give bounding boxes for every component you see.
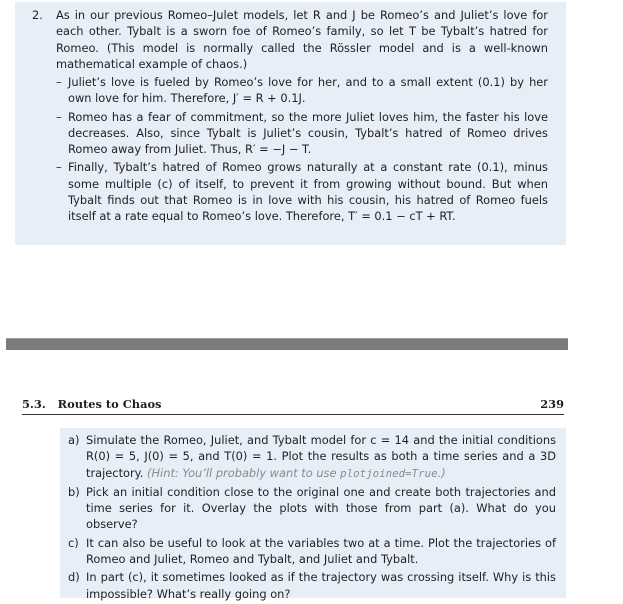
part-c bbox=[68, 535, 556, 568]
bullet-text: Juliet’s love is fueled by Romeo’s love for her, and to a small extent (0.1) by her own love for him. Therefore, J′ = R + 0.1J. bbox=[68, 75, 548, 106]
part-label: a) bbox=[68, 433, 80, 447]
exercise-intro: As in our previous Romeo–Julet models, let R and J be Romeo’s and Juliet’s love for each other. Tybalt is a sworn foe of Romeo’s family, so let T be Tybalt’s hatred for Romeo. (This model is normally called the Rössler model and is a well-known mathematical example of chaos.) bbox=[56, 8, 548, 71]
part-label: d) bbox=[68, 570, 80, 585]
part-d bbox=[68, 569, 556, 602]
bullet-list bbox=[56, 74, 548, 227]
part-b bbox=[68, 484, 556, 533]
parts-list bbox=[68, 432, 556, 604]
part-label: c) bbox=[68, 535, 79, 550]
bullet-item-juliet bbox=[56, 74, 548, 107]
bullet-item-tybalt bbox=[56, 159, 548, 224]
bullet-dash: – bbox=[56, 109, 62, 124]
bullet-text: Romeo has a fear of commitment, so the more Juliet loves him, the faster his love decreases. Also, since Tybalt is Juliet’s cousin, Tybalt’s hatred of Romeo drives Romeo away from Juliet. Thus, R′ = −J − T. bbox=[68, 109, 548, 157]
part-text: Simulate the Romeo, Juliet, and Tybalt model for c = 14 and the initial conditions R(0) = 5, J(0) = 5, and T(0) = 1. Plot the results as both a time series and a 3D trajectory. bbox=[86, 433, 556, 480]
hint-prefix: (Hint: You’ll probably want to use bbox=[147, 465, 341, 480]
section-title: 5.3. Routes to Chaos bbox=[22, 397, 162, 411]
page-header bbox=[22, 397, 564, 415]
part-text: Pick an initial condition close to the original one and create both trajectories and time series for it. Overlay the plots with those from part (a). What do you observe? bbox=[86, 484, 556, 532]
bullet-dash: – bbox=[56, 160, 62, 175]
part-text: It can also be useful to look at the variables two at a time. Plot the trajectories of Romeo and Juliet, Romeo and Tybalt, and Juliet and Tybalt. bbox=[86, 535, 556, 567]
bullet-text: Finally, Tybalt’s hatred of Romeo grows naturally at a constant rate (0.1), minus some multiple (c) of itself, to prevent it from growing without bound. But when Tybalt finds out that Romeo is in love with his cousin, his hatred of Romeo fuels itself at a rate equal to Romeo’s love. Therefore, T′ = 0.1 − cT + RT. bbox=[68, 160, 548, 224]
hint-suffix: .) bbox=[437, 465, 446, 480]
header-rule bbox=[22, 414, 564, 415]
part-text: In part (c), it sometimes looked as if the trajectory was crossing itself. Why is this impossible? What’s really going on? bbox=[86, 570, 556, 601]
part-label: b) bbox=[68, 484, 80, 499]
hint-code: plotjoined=True bbox=[340, 466, 438, 480]
part-a bbox=[68, 432, 556, 482]
bullet-item-romeo bbox=[56, 109, 548, 158]
hint-text bbox=[147, 466, 446, 480]
page-divider bbox=[6, 339, 568, 350]
bullet-dash: – bbox=[56, 75, 62, 89]
exercise-number: 2. bbox=[32, 8, 43, 22]
page-number: 239 bbox=[540, 397, 564, 411]
